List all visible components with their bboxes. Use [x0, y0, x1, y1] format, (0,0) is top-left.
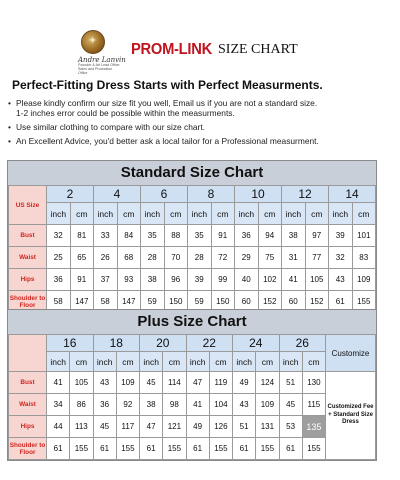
- table-cell: 98: [163, 394, 186, 416]
- table-cell: 77: [305, 247, 329, 269]
- table-cell: 38: [282, 225, 306, 247]
- table-cell: 41: [282, 269, 306, 291]
- table-cell: 152: [305, 291, 329, 313]
- bullet-2: • Use similar clothing to compare with our size chart.: [8, 122, 205, 132]
- table-cell: 68: [117, 247, 141, 269]
- table-cell: 58: [47, 291, 71, 313]
- size-header: 14: [329, 186, 376, 203]
- table-cell: 155: [302, 438, 325, 460]
- table-cell: 61: [93, 438, 116, 460]
- unit-cm: cm: [116, 352, 139, 372]
- table-cell: 38: [141, 269, 165, 291]
- table-cell: 41: [186, 394, 209, 416]
- table-cell: 31: [282, 247, 306, 269]
- table-cell: 150: [164, 291, 188, 313]
- table-row: [9, 269, 376, 291]
- table-cell: 152: [258, 291, 282, 313]
- table-cell: 119: [209, 372, 232, 394]
- row-label: Hips: [9, 416, 47, 438]
- table-cell: 60: [282, 291, 306, 313]
- signature: Andre Lanvin: [78, 56, 126, 64]
- table-cell: 38: [140, 394, 163, 416]
- size-header: 6: [141, 186, 188, 203]
- table-cell: 124: [256, 372, 279, 394]
- table-cell: 59: [188, 291, 212, 313]
- table-cell: 65: [70, 247, 94, 269]
- unit-inch: inch: [140, 352, 163, 372]
- bullet-3: • An Excellent Advice, you'd better ask a local tailor for a Professional measurment.: [8, 136, 319, 146]
- table-row: [9, 247, 376, 269]
- row-label: Waist: [9, 247, 47, 269]
- row-label: Waist: [9, 394, 47, 416]
- table-row: [9, 416, 376, 438]
- row-label: Hips: [9, 269, 47, 291]
- unit-inch: inch: [94, 203, 118, 225]
- table-cell: 40: [235, 269, 259, 291]
- units-row: [9, 203, 376, 225]
- standard-chart-title: Standard Size Chart: [8, 161, 376, 185]
- bullet-1: • Please kindly confirm our size fit you well, Email us if you are not a standard size.: [8, 98, 318, 108]
- corner-cell: [9, 335, 47, 372]
- table-cell: 58: [94, 291, 118, 313]
- table-cell: 61: [186, 438, 209, 460]
- row-label: Shoulder to Floor: [9, 291, 47, 313]
- unit-inch: inch: [329, 203, 353, 225]
- table-cell: 49: [186, 416, 209, 438]
- table-cell: 49: [233, 372, 256, 394]
- table-cell: 34: [47, 394, 70, 416]
- table-cell: 86: [70, 394, 93, 416]
- table-cell: 147: [117, 291, 141, 313]
- customize-header: Customize: [326, 335, 376, 372]
- size-header: 24: [233, 335, 280, 352]
- table-cell: 150: [211, 291, 235, 313]
- row-label: Shoulder to Floor: [9, 438, 47, 460]
- unit-cm: cm: [117, 203, 141, 225]
- table-cell: 32: [47, 225, 71, 247]
- signature-note: Founder & Art Lead Office Sales and Production Office: [78, 63, 120, 75]
- table-cell: 45: [93, 416, 116, 438]
- intro-title: Perfect-Fitting Dress Starts with Perfect Measurments.: [12, 78, 323, 92]
- table-cell: 109: [256, 394, 279, 416]
- unit-inch: inch: [235, 203, 259, 225]
- table-cell: 61: [329, 291, 353, 313]
- unit-inch: inch: [141, 203, 165, 225]
- table-cell: 36: [93, 394, 116, 416]
- table-cell: 51: [279, 372, 302, 394]
- unit-cm: cm: [163, 352, 186, 372]
- table-cell: 37: [94, 269, 118, 291]
- table-row: [9, 438, 376, 460]
- unit-cm: cm: [258, 203, 282, 225]
- unit-cm: cm: [164, 203, 188, 225]
- table-cell: 29: [235, 247, 259, 269]
- size-header: 26: [279, 335, 326, 352]
- unit-cm: cm: [302, 352, 325, 372]
- table-cell: 113: [70, 416, 93, 438]
- table-cell: 91: [70, 269, 94, 291]
- unit-inch: inch: [188, 203, 212, 225]
- table-cell: 33: [94, 225, 118, 247]
- unit-cm: cm: [352, 203, 376, 225]
- table-cell: 105: [305, 269, 329, 291]
- customize-note: Customized Fee + Standard Size Dress: [326, 372, 376, 460]
- table-cell: 91: [211, 225, 235, 247]
- table-cell: 61: [279, 438, 302, 460]
- table-cell: 45: [140, 372, 163, 394]
- table-cell: 47: [186, 372, 209, 394]
- table-cell: 44: [47, 416, 70, 438]
- table-cell: 35: [188, 225, 212, 247]
- table-cell: 155: [256, 438, 279, 460]
- table-cell: 109: [352, 269, 376, 291]
- table-cell: 39: [188, 269, 212, 291]
- table-cell: 114: [163, 372, 186, 394]
- table-cell: 41: [47, 372, 70, 394]
- table-row: [9, 372, 376, 394]
- plus-size-chart: [7, 309, 377, 461]
- unit-inch: inch: [282, 203, 306, 225]
- size-header: 16: [47, 335, 94, 352]
- table-cell: 45: [279, 394, 302, 416]
- table-cell: 28: [188, 247, 212, 269]
- size-header: 18: [93, 335, 140, 352]
- size-header: 10: [235, 186, 282, 203]
- table-cell: 70: [164, 247, 188, 269]
- table-cell: 47: [140, 416, 163, 438]
- table-cell: 104: [209, 394, 232, 416]
- table-cell: 99: [211, 269, 235, 291]
- table-cell: 155: [70, 438, 93, 460]
- table-cell: 93: [117, 269, 141, 291]
- table-cell: 131: [256, 416, 279, 438]
- unit-cm: cm: [70, 352, 93, 372]
- table-cell: 102: [258, 269, 282, 291]
- table-cell: 109: [116, 372, 139, 394]
- bullet-1-cont: 1-2 inches error could be possible within the measurments.: [16, 108, 235, 118]
- table-cell: 135: [302, 416, 325, 438]
- unit-inch: inch: [47, 203, 71, 225]
- standard-size-table: [8, 185, 376, 313]
- table-cell: 88: [164, 225, 188, 247]
- table-cell: 92: [116, 394, 139, 416]
- plus-chart-title: Plus Size Chart: [8, 310, 376, 334]
- table-cell: 39: [329, 225, 353, 247]
- table-cell: 121: [163, 416, 186, 438]
- size-label: US Size: [9, 186, 47, 225]
- table-cell: 28: [141, 247, 165, 269]
- size-header: 8: [188, 186, 235, 203]
- unit-inch: inch: [279, 352, 302, 372]
- table-cell: 61: [47, 438, 70, 460]
- header: [0, 0, 400, 75]
- plus-size-table: [8, 334, 376, 460]
- row-label: Bust: [9, 372, 47, 394]
- unit-cm: cm: [256, 352, 279, 372]
- table-cell: 53: [279, 416, 302, 438]
- table-cell: 43: [233, 394, 256, 416]
- table-row: [9, 225, 376, 247]
- table-cell: 105: [70, 372, 93, 394]
- table-cell: 155: [116, 438, 139, 460]
- table-cell: 83: [352, 247, 376, 269]
- table-cell: 35: [141, 225, 165, 247]
- table-cell: 43: [329, 269, 353, 291]
- table-cell: 75: [258, 247, 282, 269]
- table-cell: 61: [140, 438, 163, 460]
- table-cell: 36: [47, 269, 71, 291]
- size-header: 20: [140, 335, 187, 352]
- table-cell: 130: [302, 372, 325, 394]
- table-cell: 97: [305, 225, 329, 247]
- table-row: [9, 394, 376, 416]
- size-header: 4: [94, 186, 141, 203]
- table-cell: 25: [47, 247, 71, 269]
- unit-cm: cm: [211, 203, 235, 225]
- table-cell: 147: [70, 291, 94, 313]
- seal-logo-icon: ✦: [81, 30, 105, 54]
- unit-cm: cm: [209, 352, 232, 372]
- table-cell: 155: [352, 291, 376, 313]
- table-cell: 117: [116, 416, 139, 438]
- row-label: Bust: [9, 225, 47, 247]
- table-cell: 43: [93, 372, 116, 394]
- table-cell: 96: [164, 269, 188, 291]
- table-cell: 72: [211, 247, 235, 269]
- table-cell: 26: [94, 247, 118, 269]
- table-cell: 32: [329, 247, 353, 269]
- table-cell: 115: [302, 394, 325, 416]
- table-cell: 36: [235, 225, 259, 247]
- size-header: 22: [186, 335, 233, 352]
- unit-inch: inch: [93, 352, 116, 372]
- unit-inch: inch: [47, 352, 70, 372]
- size-header: 12: [282, 186, 329, 203]
- table-cell: 126: [209, 416, 232, 438]
- table-cell: 61: [233, 438, 256, 460]
- table-cell: 51: [233, 416, 256, 438]
- unit-inch: inch: [186, 352, 209, 372]
- page-title: SIZE CHART: [218, 42, 298, 57]
- table-cell: 101: [352, 225, 376, 247]
- table-cell: 94: [258, 225, 282, 247]
- table-cell: 81: [70, 225, 94, 247]
- units-row: [9, 352, 376, 372]
- table-cell: 155: [209, 438, 232, 460]
- size-header: 2: [47, 186, 94, 203]
- table-cell: 60: [235, 291, 259, 313]
- standard-size-chart: [7, 160, 377, 314]
- unit-cm: cm: [70, 203, 94, 225]
- unit-cm: cm: [305, 203, 329, 225]
- unit-inch: inch: [233, 352, 256, 372]
- table-cell: 84: [117, 225, 141, 247]
- brand-name: PROM-LINK: [131, 41, 212, 58]
- table-cell: 59: [141, 291, 165, 313]
- table-cell: 155: [163, 438, 186, 460]
